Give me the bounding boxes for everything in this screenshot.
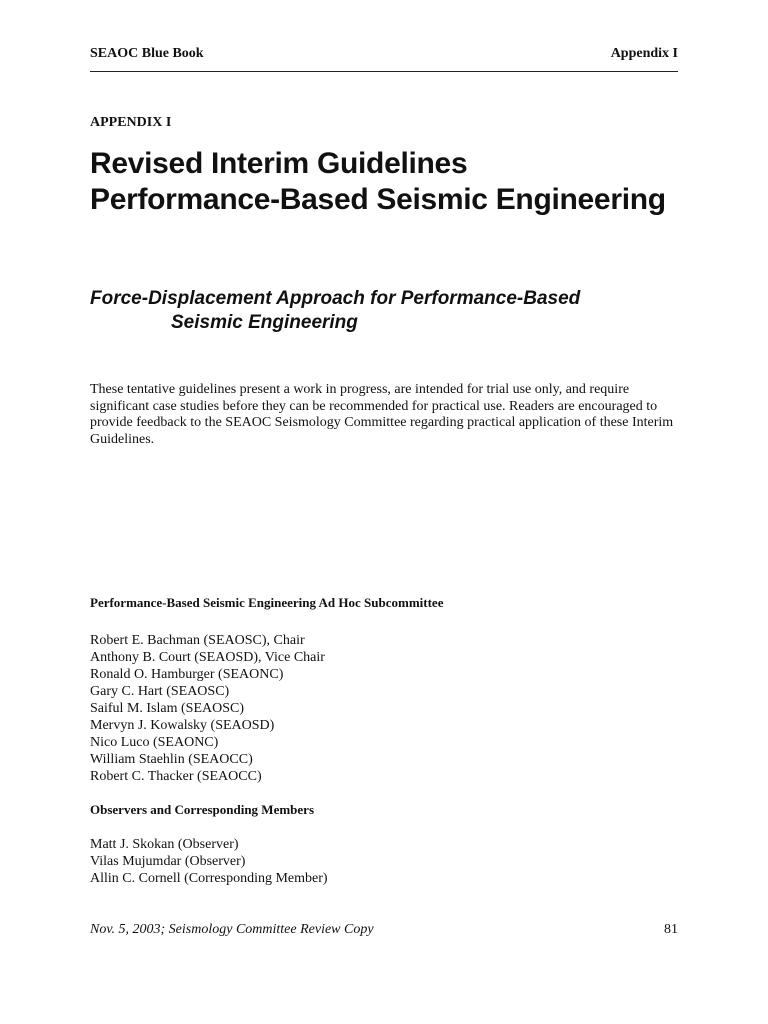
subcommittee-heading: Performance-Based Seismic Engineering Ad Hoc Subcommittee <box>90 595 444 610</box>
member-item: Mervyn J. Kowalsky (SEAOSD) <box>90 718 275 733</box>
header-divider <box>90 71 678 72</box>
member-item: Ronald O. Hamburger (SEAONC) <box>90 667 284 682</box>
observer-item: Allin C. Cornell (Corresponding Member) <box>90 871 328 886</box>
member-item: William Staehlin (SEAOCC) <box>90 752 253 767</box>
appendix-label: APPENDIX I <box>90 115 172 130</box>
page-subtitle-line-1: Force-Displacement Approach for Performance-Based <box>90 288 581 309</box>
observer-item: Vilas Mujumdar (Observer) <box>90 854 246 869</box>
page-title <box>90 146 666 218</box>
member-item: Gary C. Hart (SEAOSC) <box>90 684 230 699</box>
subcommittee-member-list <box>90 632 325 785</box>
page-number: 81 <box>664 922 678 937</box>
page-title-line-1: Revised Interim Guidelines <box>90 147 468 180</box>
page-subtitle-line-2: Seismic Engineering <box>171 312 358 333</box>
intro-paragraph: These tentative guidelines present a work in progress, are intended for trial use only, and require significant case studies before they can be recommended for practical use. Readers are encouraged to provide feedback to the SEAOC Seismology Committee regarding practical application of these Interim Guidelines. <box>90 382 674 447</box>
footer-date-note: Nov. 5, 2003; Seismology Committee Review Copy <box>90 922 374 937</box>
observer-item: Matt J. Skokan (Observer) <box>90 837 239 852</box>
member-item: Robert E. Bachman (SEAOSC), Chair <box>90 633 305 648</box>
member-item: Robert C. Thacker (SEAOCC) <box>90 769 262 784</box>
member-item: Anthony B. Court (SEAOSD), Vice Chair <box>90 650 325 665</box>
page-title-line-2: Performance-Based Seismic Engineering <box>90 183 666 216</box>
member-item: Nico Luco (SEAONC) <box>90 735 219 750</box>
page-subtitle <box>90 287 580 335</box>
observers-heading: Observers and Corresponding Members <box>90 802 315 817</box>
running-header-section: Appendix I <box>610 46 678 61</box>
observers-member-list <box>90 836 328 887</box>
member-item: Saiful M. Islam (SEAOSC) <box>90 701 244 716</box>
running-header-title: SEAOC Blue Book <box>90 46 204 61</box>
